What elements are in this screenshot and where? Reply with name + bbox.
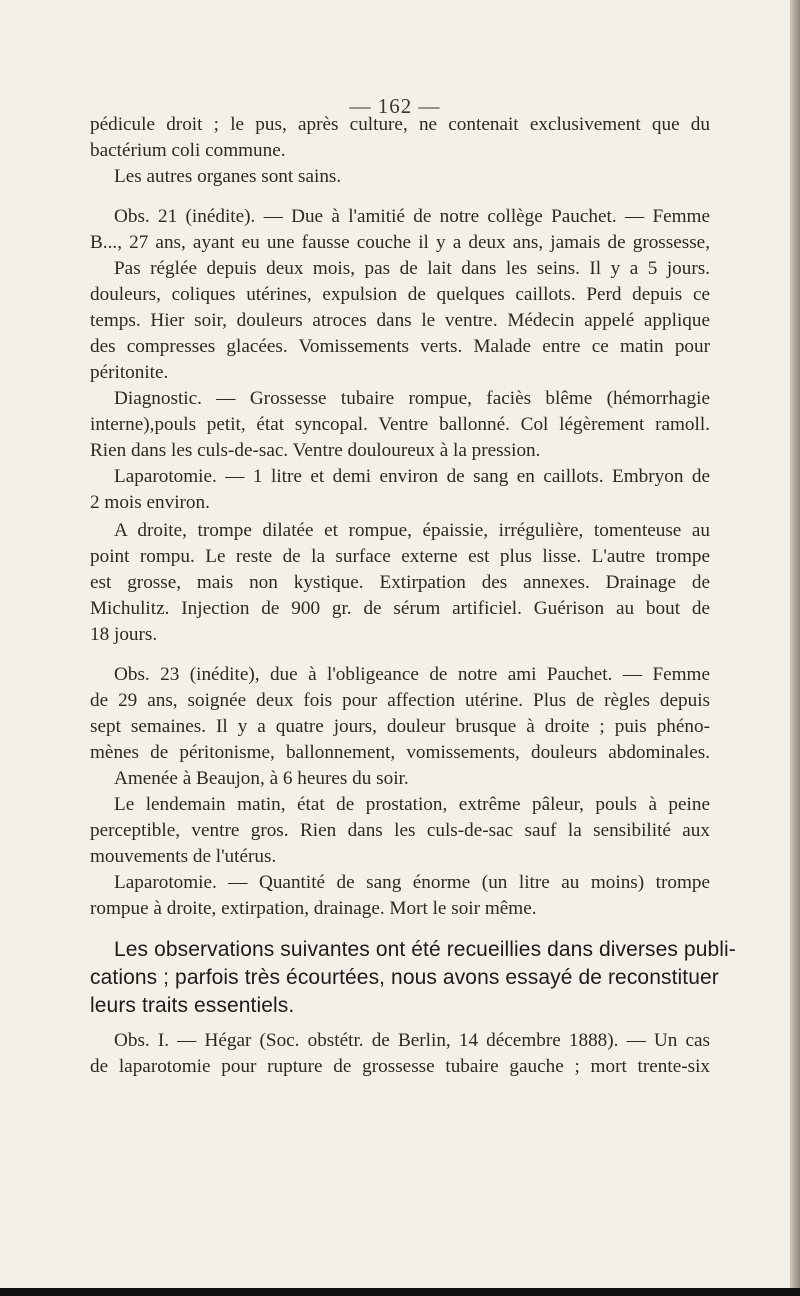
text-line: péritonite. xyxy=(90,362,169,383)
text-line: bactérium coli commune. xyxy=(90,140,286,161)
text-line: Obs. 21 (inédite). — Due à l'amitié de notre collège Pauchet. — Femme xyxy=(114,206,710,227)
text-line: Obs. I. — Hégar (Soc. obstétr. de Berlin, 14 décembre 1888). — Un cas xyxy=(114,1030,710,1051)
text-line: mouvements de l'utérus. xyxy=(90,846,277,867)
text-line: cations ; parfois très écourtées, nous avons essayé de reconstituer xyxy=(90,966,719,989)
text-line: perceptible, ventre gros. Rien dans les culs-de-sac sauf la sensibilité aux xyxy=(90,820,710,841)
text-line: mènes de péritonisme, ballonnement, vomissements, douleurs abdominales. xyxy=(90,742,710,763)
text-line: Les autres organes sont sains. xyxy=(114,166,342,187)
text-line: Laparotomie. — Quantité de sang énorme (un litre au moins) trompe xyxy=(114,872,710,893)
text-line: Pas réglée depuis deux mois, pas de lait dans les seins. Il y a 5 jours. xyxy=(114,258,710,279)
text-line: Laparotomie. — 1 litre et demi environ de sang en caillots. Embryon de xyxy=(114,466,710,487)
text-line: interne),pouls petit, état syncopal. Ventre ballonné. Col légèrement ramoll. xyxy=(90,414,710,435)
text-line: 2 mois environ. xyxy=(90,492,210,513)
text-line: pédicule droit ; le pus, après culture, ne contenait exclusivement que du xyxy=(90,114,710,135)
text-line: douleurs, coliques utérines, expulsion de quelques caillots. Perd depuis ce xyxy=(90,284,710,305)
text-line: de 29 ans, soignée deux fois pour affection utérine. Plus de règles depuis xyxy=(90,690,710,711)
text-line: leurs traits essentiels. xyxy=(90,994,295,1017)
text-line: de laparotomie pour rupture de grossesse tubaire gauche ; mort trente-six xyxy=(90,1056,710,1077)
text-line: Michulitz. Injection de 900 gr. de sérum artificiel. Guérison au bout de xyxy=(90,598,710,619)
text-line: A droite, trompe dilatée et rompue, épaissie, irrégulière, tomenteuse au xyxy=(114,520,710,541)
page-edge-shadow xyxy=(790,0,800,1296)
text-line: temps. Hier soir, douleurs atroces dans le ventre. Médecin appelé applique xyxy=(90,310,710,331)
text-line: Rien dans les culs-de-sac. Ventre douloureux à la pression. xyxy=(90,440,541,461)
text-line: point rompu. Le reste de la surface externe est plus lisse. L'autre trompe xyxy=(90,546,710,567)
text-line: Obs. 23 (inédite), due à l'obligeance de notre ami Pauchet. — Femme xyxy=(114,664,710,685)
text-line: rompue à droite, extirpation, drainage. Mort le soir même. xyxy=(90,898,537,919)
page-number: — 162 — xyxy=(349,94,441,118)
text-line: des compresses glacées. Vomissements verts. Malade entre ce matin pour xyxy=(90,336,710,357)
text-line: est grosse, mais non kystique. Extirpation des annexes. Drainage de xyxy=(90,572,710,593)
text-line: Le lendemain matin, état de prostation, extrême pâleur, pouls à peine xyxy=(114,794,710,815)
text-line: sept semaines. Il y a quatre jours, douleur brusque à droite ; puis phéno- xyxy=(90,716,710,737)
text-line: 18 jours. xyxy=(90,624,158,645)
text-line: B..., 27 ans, ayant eu une fausse couche il y a deux ans, jamais de grossesse, xyxy=(90,232,710,253)
text-line: Diagnostic. — Grossesse tubaire rompue, faciès blême (hémorrhagie xyxy=(114,388,710,409)
text-line: Les observations suivantes ont été recueillies dans diverses publi- xyxy=(114,938,736,961)
page-bottom-edge xyxy=(0,1288,800,1296)
text-line: Amenée à Beaujon, à 6 heures du soir. xyxy=(114,768,409,789)
